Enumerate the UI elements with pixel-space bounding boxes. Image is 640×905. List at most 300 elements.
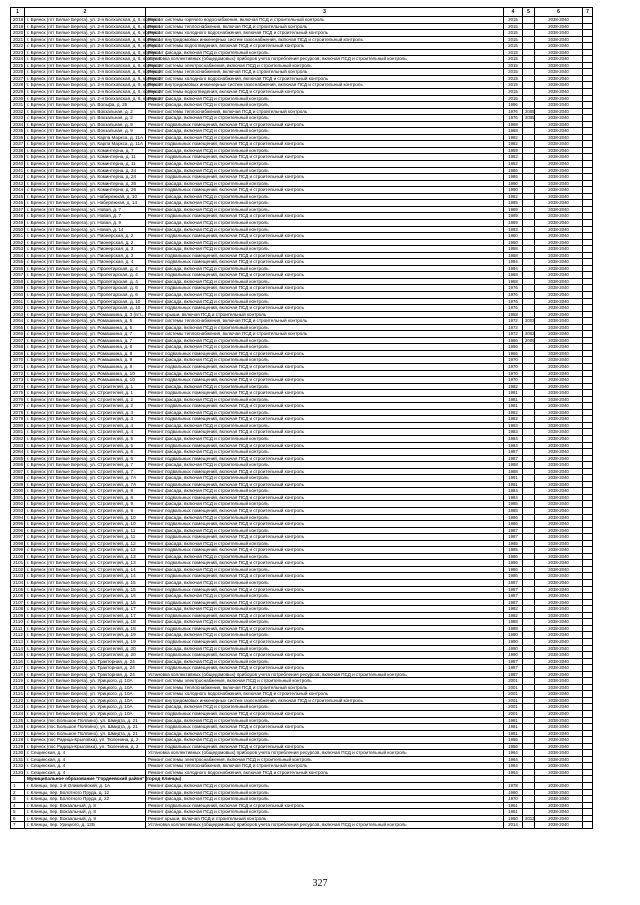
cell-y1: 1982: [504, 141, 523, 148]
cell-addr: г. Брянск (пгт Белые Берега), ул. Ромашкина, д. 7: [25, 331, 146, 338]
cell-addr: г. Брянск (пгт Белые Берега), ул. Строителей, д. 1: [25, 390, 146, 397]
header-row: [11, 8, 593, 17]
cell-per: 2038-2040: [535, 416, 583, 423]
cell-addr: г. Брянск (пгт Белые Берега), ул. Урицкого, д. 10А: [25, 697, 146, 704]
cell-y1: 1966: [504, 350, 523, 357]
cell-n: 2068: [11, 344, 25, 351]
cell-n: 2042: [11, 174, 25, 181]
cell-y1: 1976: [504, 108, 523, 115]
cell-work: Ремонт фасада, включая ПСД и строительный контроль: [146, 246, 504, 253]
cell-per: 2038-2040: [535, 174, 583, 181]
cell-work: Ремонт фасада, включая ПСД и строительный контроль: [146, 632, 504, 639]
cell-work: Ремонт фасада, включая ПСД и строительный контроль: [146, 102, 504, 109]
cell-addr: г. Брянск (пгт Белые Берега), ул. Ромашкина, д. 10: [25, 377, 146, 384]
cell-per: 2038-2040: [535, 226, 583, 233]
cell-work: Ремонт подвальных помещений, включая ПСД и строительный контроль: [146, 416, 504, 423]
cell-per: 2038-2040: [535, 272, 583, 279]
cell-n: 2106: [11, 593, 25, 600]
cell-work: Ремонт фасада, включая ПСД и строительный контроль: [146, 580, 504, 587]
cell-per: 2038-2040: [535, 475, 583, 482]
cell-work: Ремонт системы теплоснабжения, включая ПСД и строительный контроль: [146, 23, 504, 30]
cell-n: 2071: [11, 363, 25, 370]
cell-addr: г. Брянск (пгт Белые Берега), ул. Строителей, д. 15: [25, 580, 146, 587]
document-sheet: [10, 7, 592, 829]
cell-addr: г. Брянск (пгт Белые Берега), ул. Ромашкина, д. 9: [25, 363, 146, 370]
cell-y1: 1987: [504, 671, 523, 678]
cell-addr: г. Брянск (пгт Белые Берега), ул. Коминтерна, д. 11: [25, 161, 146, 168]
cell-n: 2105: [11, 586, 25, 593]
cell-n: 2087: [11, 468, 25, 475]
cell-work: Ремонт системы холодного водоснабжения, включая ПСД и строительный контроль: [146, 30, 504, 37]
cell-n: 4: [11, 802, 25, 809]
cell-work: Ремонт фасада, включая ПСД и строительный контроль: [146, 730, 504, 737]
cell-n: 2118: [11, 671, 25, 678]
cell-y1: 1964: [504, 763, 523, 770]
cell-addr: г. Брянск (пгт Белые Берега), ул. Урицкого, д. 10А: [25, 678, 146, 685]
cell-per: 2038-2040: [535, 678, 583, 685]
cell-n: 6: [11, 815, 25, 822]
cell-work: Ремонт фасада, включая ПСД и строительный контроль: [146, 147, 504, 154]
cell-work: Ремонт фасада, включая ПСД и строительный контроль: [146, 167, 504, 174]
cell-y1: 1987: [504, 586, 523, 593]
cell-work: Ремонт фасада, включая ПСД и строительный контроль: [146, 704, 504, 711]
cell-work: Ремонт подвальных помещений, включая ПСД и строительный контроль: [146, 252, 504, 259]
cell-y1: 2015: [504, 89, 523, 96]
cell-work: Ремонт фасада, включая ПСД и строительный контроль: [146, 789, 504, 796]
cell-n: 2044: [11, 187, 25, 194]
cell-per: 2038-2040: [535, 344, 583, 351]
cell-y1: 1986: [504, 174, 523, 181]
cell-per: 2038-2040: [535, 684, 583, 691]
cell-y1: 1960: [504, 233, 523, 240]
cell-n: 2080: [11, 422, 25, 429]
cell-y1: 2015: [504, 17, 523, 24]
cell-work: Ремонт фасада, включая ПСД и строительный контроль: [146, 49, 504, 56]
cell-work: Ремонт подвальных помещений, включая ПСД и строительный контроль: [146, 743, 504, 750]
cell-per: 2038-2040: [535, 278, 583, 285]
cell-n: 2030: [11, 95, 25, 102]
cell-addr: г. Брянск (пгт Белые Берега), ул. Новая, д. 9: [25, 219, 146, 226]
cell-n: 2091: [11, 494, 25, 501]
cell-work: Ремонт фасада, включая ПСД и строительный контроль: [146, 344, 504, 351]
cell-per: 2038-2040: [535, 593, 583, 600]
cell-work: Ремонт фасада, включая ПСД и строительный контроль: [146, 115, 504, 122]
cell-per: 2038-2040: [535, 187, 583, 194]
cell-addr: г. Брянск (пгт Белые Берега), ул. Строителей, д. 14: [25, 566, 146, 573]
cell-addr: г. Брянск (пгт Белые Берега), ул. 2-я Болховская, д. 6, корпус 2: [25, 89, 146, 96]
cell-y1: 2015: [504, 82, 523, 89]
cell-addr: г. Клинцы, пер. Болотного Пруда, д. 22: [25, 796, 146, 803]
cell-addr: г. Брянск (пгт Белые Берега), ул. Пролетарская, д. 4: [25, 272, 146, 279]
cell-y1: 1981: [504, 390, 523, 397]
cell-y1: 1990: [504, 652, 523, 659]
cell-work: Ремонт системы теплоснабжения, включая ПСД и строительный контроль: [146, 108, 504, 115]
cell-work: Ремонт фасада, включая ПСД и строительный контроль: [146, 337, 504, 344]
cell-n: 2094: [11, 514, 25, 521]
cell-addr: г. Брянск (пгт Белые Берега), ул. Строителей, д. 19: [25, 632, 146, 639]
cell-work: Установка коллективных (общедомовых) приборов учета потребления ресурсов, включая ПСД и строительный контроль: [146, 671, 504, 678]
cell-addr: г. Брянск (пос Радица-Крыловка), ул. Тюленина, д. 2: [25, 743, 146, 750]
cell-work: Ремонт фасада, включая ПСД и строительный контроль: [146, 488, 504, 495]
cell-y1: 2001: [504, 697, 523, 704]
cell-y1: 1989: [504, 206, 523, 213]
cell-per: 2038-2040: [535, 311, 583, 318]
cell-work: Ремонт подвальных помещений, включая ПСД и строительный контроль: [146, 710, 504, 717]
cell-work: Ремонт подвальных помещений, включая ПСД и строительный контроль: [146, 612, 504, 619]
cell-n: 2059: [11, 285, 25, 292]
cell-per: 2038-2040: [535, 396, 583, 403]
cell-n: 7: [11, 822, 25, 829]
cell-y1: 1987: [504, 449, 523, 456]
cell-per: 2038-2040: [535, 82, 583, 89]
cell-addr: г. Брянск (пгт Белые Берега), ул. Строителей, д. 6: [25, 455, 146, 462]
cell-y1: 2015: [504, 69, 523, 76]
cell-work: Ремонт крыши, включая ПСД и строительный контроль: [146, 311, 504, 318]
cell-per: 2038-2040: [535, 521, 583, 528]
cell-work: Ремонт подвальных помещений, включая ПСД и строительный контроль: [146, 154, 504, 161]
cell-per: 2038-2040: [535, 357, 583, 364]
cell-work: Ремонт фасада, включая ПСД и строительный контроль: [146, 370, 504, 377]
cell-addr: г. Брянск (пгт Белые Берега), ул. 2-я Болховская, д. 6, корпус 2: [25, 69, 146, 76]
cell-y2: 2013: [523, 815, 535, 822]
cell-per: 2038-2040: [535, 200, 583, 207]
cell-y1: 2015: [504, 75, 523, 82]
cell-y1: 2015: [504, 23, 523, 30]
cell-work: Ремонт подвальных помещений, включая ПСД и строительный контроль: [146, 481, 504, 488]
cell-work: Ремонт фасада, включая ПСД и строительный контроль: [146, 206, 504, 213]
cell-addr: г. Брянск (пгт Белые Берега), ул. Строителей, д. 5: [25, 442, 146, 449]
cell-per: 2038-2040: [535, 23, 583, 30]
cell-n: 2098: [11, 540, 25, 547]
cell-work: Ремонт подвальных помещений, включая ПСД и строительный контроль: [146, 403, 504, 410]
cell-n: 2037: [11, 141, 25, 148]
cell-addr: г. Брянск (пгт Белые Берега), ул. Тракторная, д. 24: [25, 671, 146, 678]
cell-y1: 1991: [504, 475, 523, 482]
cell-addr: г. Брянск (пгт Белые Берега), ул. Коминтерна, д. 26: [25, 187, 146, 194]
cell-work: Ремонт системы холодного водоснабжения, включая ПСД и строительный контроль: [146, 75, 504, 82]
cell-per: 2038-2040: [535, 291, 583, 298]
cell-n: 2: [11, 789, 25, 796]
cell-y1: 1990: [504, 187, 523, 194]
cell-work: Ремонт внутридомовых инженерных систем газоснабжения, включая ПСД и строительный контроль: [146, 36, 504, 43]
cell-per: 2038-2040: [535, 822, 583, 829]
cell-addr: г. Брянск (пгт Белые Берега), ул. Строителей, д. 17: [25, 606, 146, 613]
cell-y1: 2015: [504, 95, 523, 102]
cell-addr: г. Брянск (пос Большое Полпино), ул. Шмидта, д. 21: [25, 724, 146, 731]
cell-work: Ремонт фасада, включая ПСД и строительный контроль: [146, 658, 504, 665]
cell-work: Ремонт фасада, включая ПСД и строительный контроль: [146, 782, 504, 789]
cell-addr: г. Брянск (пгт Белые Берега), ул. Ромашкина, д. 10: [25, 370, 146, 377]
cell-n: 2036: [11, 134, 25, 141]
cell-y1: 1986: [504, 566, 523, 573]
cell-y1: 1983: [504, 422, 523, 429]
cell-work: Ремонт подвальных помещений, включая ПСД и строительный контроль: [146, 350, 504, 357]
cell-n: 1: [11, 782, 25, 789]
cell-y2: 2005: [523, 115, 535, 122]
cell-n: 2079: [11, 416, 25, 423]
cell-n: 2095: [11, 521, 25, 528]
cell-per: 2038-2040: [535, 141, 583, 148]
cell-y1: 1994: [504, 265, 523, 272]
cell-y1: 1990: [504, 638, 523, 645]
cell-per: 2038-2040: [535, 481, 583, 488]
table-body: [11, 17, 593, 829]
cell-y1: 1966: [504, 337, 523, 344]
cell-n: 2084: [11, 449, 25, 456]
cell-work: Ремонт фасада, включая ПСД и строительный контроль: [146, 540, 504, 547]
cell-per: 2038-2040: [535, 167, 583, 174]
cell-n: 2122: [11, 697, 25, 704]
cell-addr: г. Брянск (пгт Белые Берега), ул. Тракторная, д. 24: [25, 665, 146, 672]
cell-per: 2038-2040: [535, 730, 583, 737]
cell-per: 2038-2040: [535, 704, 583, 711]
cell-n: 2081: [11, 429, 25, 436]
cell-addr: г. Брянск (пгт Белые Берега), ул. Пионерская, д. 3: [25, 246, 146, 253]
cell-y1: 1970: [504, 357, 523, 364]
cell-n: 2043: [11, 180, 25, 187]
cell-y1: 1986: [504, 560, 523, 567]
cell-per: 2038-2040: [535, 815, 583, 822]
cell-per: 2038-2040: [535, 161, 583, 168]
cell-per: 2038-2040: [535, 750, 583, 757]
cell-n: 2089: [11, 481, 25, 488]
cell-per: 2038-2040: [535, 527, 583, 534]
cell-per: 2038-2040: [535, 697, 583, 704]
cell-addr: г. Брянск (пгт Белые Берега), ул. Строителей, д. 7А: [25, 481, 146, 488]
cell-work: Ремонт системы теплоснабжения, включая ПСД и строительный контроль: [146, 331, 504, 338]
cell-addr: г. Брянск (пгт Белые Берега), ул. Ромашкина, д. 5: [25, 318, 146, 325]
cell-per: 2038-2040: [535, 494, 583, 501]
cell-n: 2051: [11, 233, 25, 240]
cell-addr: г. Брянск (пгт Белые Берега), ул. Вокзальная, д. 2: [25, 108, 146, 115]
cell-n: 2123: [11, 704, 25, 711]
cell-n: 2026: [11, 69, 25, 76]
cell-y1: 1982: [504, 383, 523, 390]
cell-addr: г. Брянск (пгт Белые Берега), ул. Ромашкина, д. 7: [25, 337, 146, 344]
cell-work: Ремонт фасада, включая ПСД и строительный контроль: [146, 200, 504, 207]
cell-work: Ремонт подвальных помещений, включая ПСД и строительный контроль: [146, 547, 504, 554]
cell-addr: г. Сещинская, д. 4: [25, 750, 146, 757]
cell-work: Ремонт подвальных помещений, включая ПСД и строительный контроль: [146, 305, 504, 312]
header-cell: 5: [523, 8, 535, 17]
cell-y1: 1990: [504, 180, 523, 187]
cell-work: Ремонт системы холодного водоснабжения, включая ПСД и строительный контроль: [146, 691, 504, 698]
cell-y1: 1986: [504, 514, 523, 521]
cell-work: Ремонт фасада, включая ПСД и строительный контроль: [146, 809, 504, 816]
cell-per: 2038-2040: [535, 488, 583, 495]
cell-y1: 1968: [504, 278, 523, 285]
cell-per: 2038-2040: [535, 710, 583, 717]
cell-per: 2038-2040: [535, 625, 583, 632]
cell-addr: г. Брянск (пгт Белые Берега), ул. Пролетарская, д. 6: [25, 291, 146, 298]
cell-n: 2038: [11, 147, 25, 154]
cell-per: 2038-2040: [535, 390, 583, 397]
cell-y2: 2005: [523, 108, 535, 115]
cell-work: Ремонт фасада, включая ПСД и строительный контроль: [146, 357, 504, 364]
cell-n: 2075: [11, 390, 25, 397]
cell-work: Ремонт фасада, включая ПСД и строительный контроль: [146, 239, 504, 246]
cell-n: 2093: [11, 508, 25, 515]
cell-n: 2061: [11, 298, 25, 305]
cell-n: 2111: [11, 625, 25, 632]
cell-work: Ремонт фасада, включая ПСД и строительный контроль: [146, 134, 504, 141]
cell-y1: 1984: [504, 442, 523, 449]
cell-addr: г. Брянск (пгт Белые Берега), ул. Строителей, д. 4: [25, 422, 146, 429]
cell-n: 3: [11, 796, 25, 803]
cell-work: Ремонт системы холодного водоснабжения, включая ПСД и строительный контроль: [146, 769, 504, 776]
cell-per: 2038-2040: [535, 363, 583, 370]
cell-y1: 1964: [504, 750, 523, 757]
cell-work: Ремонт подвальных помещений, включая ПСД и строительный контроль: [146, 285, 504, 292]
cell-work: Ремонт подвальных помещений, включая ПСД и строительный контроль: [146, 233, 504, 240]
cell-work: Ремонт подвальных помещений, включая ПСД и строительный контроль: [146, 213, 504, 220]
cell-per: 2038-2040: [535, 370, 583, 377]
cell-work: Ремонт подвальных помещений, включая ПСД и строительный контроль: [146, 508, 504, 515]
cell-n: 2054: [11, 252, 25, 259]
cell-n: 2086: [11, 462, 25, 469]
cell-per: 2038-2040: [535, 671, 583, 678]
cell-work: Ремонт подвальных помещений, включая ПСД и строительный контроль: [146, 494, 504, 501]
cell-per: 2038-2040: [535, 809, 583, 816]
cell-y1: 1993: [504, 226, 523, 233]
cell-n: 2109: [11, 612, 25, 619]
cell-n: 2112: [11, 632, 25, 639]
cell-work: Ремонт фасада, включая ПСД и строительный контроль: [146, 95, 504, 102]
cell-y1: 1956: [504, 737, 523, 744]
cell-addr: г. Брянск (пгт Белые Берега), ул. Строителей, д. 3: [25, 416, 146, 423]
cell-n: 2116: [11, 658, 25, 665]
cell-y1: 1991: [504, 481, 523, 488]
cell-work: Ремонт подвальных помещений, включая ПСД и строительный контроль: [146, 121, 504, 128]
cell-per: 2038-2040: [535, 265, 583, 272]
cell-n: 2128: [11, 737, 25, 744]
cell-per: 2038-2040: [535, 612, 583, 619]
cell-n: 2120: [11, 684, 25, 691]
cell-n: 2045: [11, 193, 25, 200]
cell-y1: 1985: [504, 200, 523, 207]
cell-y1: 1987: [504, 599, 523, 606]
cell-work: Ремонт фасада, включая ПСД и строительный контроль: [146, 128, 504, 135]
cell-y1: 1978: [504, 782, 523, 789]
cell-addr: г. Брянск (пгт Белые Берега), ул. Коминтерна, д. 24: [25, 174, 146, 181]
cell-per: 2038-2040: [535, 246, 583, 253]
cell-y1: 1987: [504, 527, 523, 534]
cell-addr: г. Брянск (пгт Белые Берега), ул. Строителей, д. 2: [25, 403, 146, 410]
cell-addr: г. Брянск (пгт Белые Берега), ул. Строителей, д. 12: [25, 547, 146, 554]
cell-addr: г. Брянск (пгт Белые Берега), ул. Ромашкина, д. 8: [25, 344, 146, 351]
cell-n: 2082: [11, 436, 25, 443]
cell-addr: г. Брянск (пгт Белые Берега), ул. 2-я Болховская, д. 6, корпус 2: [25, 75, 146, 82]
cell-n: 2092: [11, 501, 25, 508]
cell-addr: г. Брянск (пгт Белые Берега), ул. Строителей, д. 10: [25, 514, 146, 521]
cell-y1: 1988: [504, 625, 523, 632]
cell-addr: г. Брянск (пгт Белые Берега), ул. Строителей, д. 16: [25, 593, 146, 600]
cell-per: 2038-2040: [535, 442, 583, 449]
cell-work: Ремонт системы электроснабжения, включая ПСД и строительный контроль: [146, 62, 504, 69]
cell-per: 2038-2040: [535, 49, 583, 56]
cell-addr: г. Брянск (пгт Белые Берега), ул. 2-я Болховская, д. 6, корпус 1: [25, 30, 146, 37]
cell-addr: г. Брянск (пгт Белые Берега), ул. Строителей, д. 15: [25, 586, 146, 593]
cell-per: 2038-2040: [535, 429, 583, 436]
cell-y1: 1985: [504, 540, 523, 547]
cell-addr: г. Брянск (пгт Белые Берега), ул. 2-я Болховская, д. 6, корпус 1: [25, 49, 146, 56]
cell-y1: 1982: [504, 193, 523, 200]
cell-work: Ремонт фасада, включая ПСД и строительный контроль: [146, 265, 504, 272]
cell-per: 2038-2040: [535, 89, 583, 96]
cell-addr: г. Брянск (пгт Белые Берега), ул. 2-я Болховская, д. 6, корпус 2: [25, 62, 146, 69]
cell-y1: 1958: [504, 246, 523, 253]
cell-addr: г. Брянск (пгт Белые Берега), ул. Новая, д. 14: [25, 226, 146, 233]
cell-n: 2060: [11, 291, 25, 298]
cell-addr: г. Брянск (пгт Белые Берега), ул. Коминтерна, д. 11: [25, 154, 146, 161]
cell-per: 2038-2040: [535, 599, 583, 606]
cell-work: Ремонт системы теплоснабжения, включая ПСД и строительный контроль: [146, 684, 504, 691]
cell-addr: г. Брянск (пгт Белые Берега), ул. Строителей, д. 13: [25, 560, 146, 567]
cell-work: Ремонт подвальных помещений, включая ПСД и строительный контроль: [146, 573, 504, 580]
cell-work: Ремонт подвальных помещений, включая ПСД и строительный контроль: [146, 141, 504, 148]
cell-y1: 2015: [504, 62, 523, 69]
cell-work: Ремонт фасада, включая ПСД и строительный контроль: [146, 298, 504, 305]
cell-y1: 1964: [504, 769, 523, 776]
cell-y1: 2015: [504, 56, 523, 63]
cell-n: 2020: [11, 30, 25, 37]
cell-n: 2035: [11, 128, 25, 135]
cell-addr: г. Брянск (пгт Белые Берега), ул. Карла Маркса, д. 11А: [25, 134, 146, 141]
cell-y1: 2015: [504, 43, 523, 50]
cell-y1: 1989: [504, 219, 523, 226]
cell-y1: 1970: [504, 370, 523, 377]
cell-y1: 1972: [504, 331, 523, 338]
cell-per: 2038-2040: [535, 233, 583, 240]
cell-y1: 2015: [504, 30, 523, 37]
cell-work: Ремонт подвальных помещений, включая ПСД и строительный контроль: [146, 665, 504, 672]
cell-per: 2038-2040: [535, 422, 583, 429]
cell-y1: 1962: [504, 154, 523, 161]
cell-y1: 1961: [504, 809, 523, 816]
cell-addr: г. Сещинская, д. 4: [25, 769, 146, 776]
cell-y1: 1981: [504, 724, 523, 731]
cell-addr: г. Брянск (пгт Белые Берега), ул. Строителей, д. 12: [25, 540, 146, 547]
cell-n: 2025: [11, 62, 25, 69]
cell-per: 2038-2040: [535, 632, 583, 639]
cell-work: Ремонт фасада, включая ПСД и строительный контроль: [146, 226, 504, 233]
cell-n: 2066: [11, 331, 25, 338]
cell-n: 2057: [11, 272, 25, 279]
cell-y1: 1970: [504, 377, 523, 384]
cell-n: 2107: [11, 599, 25, 606]
cell-per: 2038-2040: [535, 573, 583, 580]
cell-work: Ремонт подвальных помещений, включая ПСД и строительный контроль: [146, 625, 504, 632]
cell-y1: 1987: [504, 580, 523, 587]
cell-n: 2132: [11, 763, 25, 770]
cell-y1: 1983: [504, 429, 523, 436]
cell-work: Ремонт фасада, включая ПСД и строительный контроль: [146, 409, 504, 416]
cell-work: Ремонт подвальных помещений, включая ПСД и строительный контроль: [146, 442, 504, 449]
cell-y1: 2015: [504, 49, 523, 56]
cell-y1: 1988: [504, 619, 523, 626]
cell-y1: 1985: [504, 501, 523, 508]
cell-work: Ремонт подвальных помещений, включая ПСД и строительный контроль: [146, 455, 504, 462]
cell-y1: 1976: [504, 305, 523, 312]
cell-n: 2117: [11, 665, 25, 672]
cell-work: Ремонт фасада, включая ПСД и строительный контроль: [146, 553, 504, 560]
cell-addr: г. Брянск (пгт Белые Берега), ул. Строителей, д. 8: [25, 494, 146, 501]
cell-y1: 1985: [504, 508, 523, 515]
cell-n: 2062: [11, 305, 25, 312]
cell-per: 2038-2040: [535, 377, 583, 384]
cell-n: 2108: [11, 606, 25, 613]
cell-y1: 1981: [504, 403, 523, 410]
